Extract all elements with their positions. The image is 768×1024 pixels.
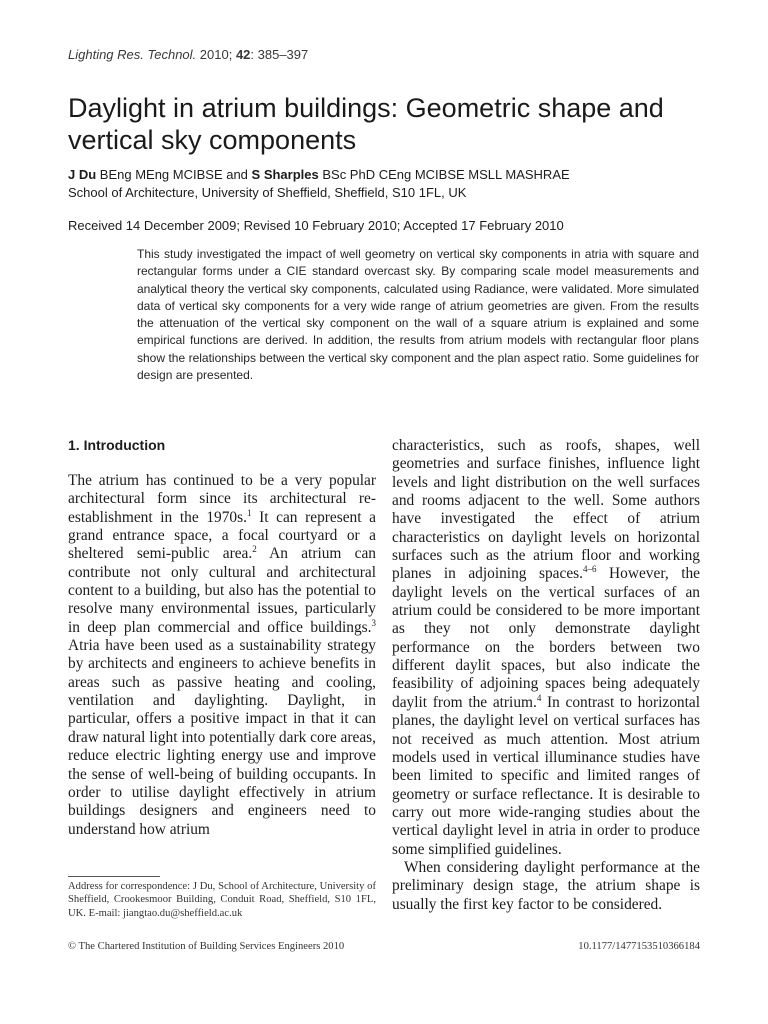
- body-text: An atrium can contribute not only cultural and architectural content to a building, but also has the potential to resolve many environmental issues, particularly in deep plan commercial and office buildings.: [68, 545, 377, 636]
- citation-ref: 1: [246, 507, 252, 518]
- body-text: It can represent a grand entrance space, a focal courtyard or a sheltered semi-public area.: [68, 508, 376, 563]
- citation-ref: 2: [252, 544, 257, 555]
- received-dates: Received 14 December 2009; Revised 10 February 2010; Accepted 17 February 2010: [68, 218, 564, 233]
- right-column: [392, 437, 700, 914]
- journal-name: Lighting Res. Technol.: [68, 47, 197, 62]
- author-line: [68, 166, 570, 184]
- left-column: [68, 472, 376, 839]
- journal-pages: : 385–397: [250, 47, 309, 62]
- body-text: Atria have been used as a sustainability strategy by architects and engineers to achieve benefits in areas such as passive heating and cooling, ventilation and daylighting. Daylight, in particular, offers a positive impact in that it can draw natural light into potentially dark core areas, reduce electric lighting energy use and improve the sense of well-being of building occupants. In order to utilise daylight effectively in atrium buildings designers and engineers need to understand how atrium: [68, 637, 376, 838]
- author-1-name: J Du: [68, 167, 97, 182]
- body-text: characteristics, such as roofs, shapes, well geometries and surface finishes, influence light levels and light distribution on the well surfaces and rooms adjacent to the well. Some authors have investigated the effect of atrium characteristics on daylight levels on horizontal surfaces such as the atrium floor and working planes in adjoining spaces.: [392, 437, 700, 583]
- article-title: Daylight in atrium buildings: Geometric shape and vertical sky components: [68, 93, 664, 155]
- copyright-notice: © The Chartered Institution of Building Services Engineers 2010: [68, 941, 345, 952]
- citation-ref: 4–6: [583, 564, 597, 575]
- journal-citation: [68, 47, 308, 62]
- journal-volume: 42: [235, 47, 251, 62]
- correspondence-footnote: Address for correspondence: J Du, School of Architecture, University of Sheffield, Crookesmoor Building, Conduit Road, Sheffield, S10 1FL, UK. E-mail: jiangtao.du@sheffield.ac.uk: [68, 881, 376, 919]
- affiliation: School of Architecture, University of Sheffield, Sheffield, S10 1FL, UK: [68, 185, 467, 200]
- body-text: The atrium has continued to be a very popular architectural form since its architectural re-establishment in the 1970s.: [68, 472, 376, 526]
- author-block: [68, 166, 570, 202]
- body-paragraph: [68, 472, 376, 839]
- author-1-qualifications: BEng MEng MCIBSE and: [96, 167, 252, 182]
- body-paragraph: [392, 437, 700, 859]
- body-text: However, the daylight levels on the vertical surfaces of an atrium could be considered to be more important as they not only demonstrate daylight performance on the borders between two different daylit spaces, but also indicate the feasibility of adjoining spaces being adequately daylit from the atrium.: [392, 565, 701, 711]
- abstract: This study investigated the impact of well geometry on vertical sky components in atria with square and rectangular forms under a CIE standard overcast sky. By comparing scale model measurements and analytical theory the vertical sky components, calculated using Radiance, were validated. More simulated data of vertical sky components for a very wide range of atrium geometries are given. From the results the attenuation of the vertical sky component on the wall of a square atrium is explained and some empirical functions are derived. In addition, the results from atrium models with rectangular floor plans show the relationships between the vertical sky component and the plan aspect ratio. Some guidelines for design are presented.: [137, 247, 699, 383]
- citation-ref: 3: [371, 617, 376, 628]
- body-text: In contrast to horizontal planes, the daylight level on vertical surfaces has not received as much attention. Most atrium models used in vertical illuminance studies have been limited to specific and limited ranges of geometry or surface reflectance. It is desirable to carry out more wide-ranging studies about the vertical daylight level in atria in order to produce some simplified guidelines.: [392, 693, 700, 858]
- section-heading: 1. Introduction: [68, 437, 166, 453]
- doi: 10.1177/1477153510366184: [578, 941, 700, 952]
- author-2-name: S Sharples: [251, 167, 319, 182]
- author-2-qualifications: BSc PhD CEng MCIBSE MSLL MASHRAE: [318, 167, 570, 182]
- citation-ref: 4: [536, 692, 542, 703]
- journal-year: 2010;: [196, 47, 236, 62]
- body-paragraph: When considering daylight performance at the preliminary design stage, the atrium shape is usually the first key factor to be considered.: [392, 858, 700, 913]
- footnote-divider: [68, 876, 160, 877]
